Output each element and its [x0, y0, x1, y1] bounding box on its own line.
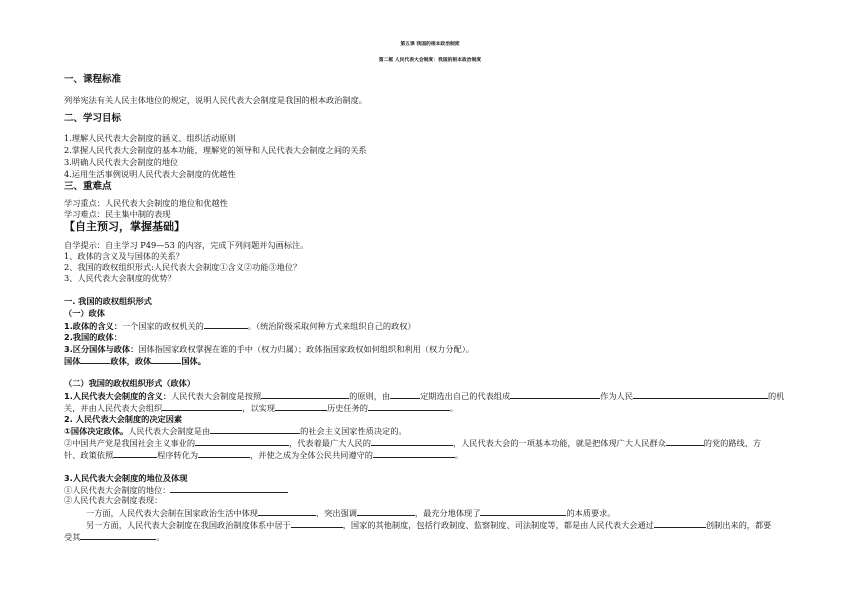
fill-blank[interactable]	[80, 531, 156, 540]
part3-line4: 另一方面，人民代表大会制度在我国政治制度体系中居于 ，国家的其他制度，包括行政制度、监察制度、司法制度等，都是由人民代表大会通过 创制出来的，都要	[86, 520, 772, 530]
key-point-focus: 学习重点：人民代表大会制度的地位和优越性	[64, 198, 228, 208]
fill-blank[interactable]	[113, 449, 157, 458]
fill-blank[interactable]	[633, 390, 768, 399]
part3-line3: 一方面，人民代表大会制在国家政治生活中体现 ，突出强调 ，最充分地体现了 的本质要求。	[86, 508, 616, 518]
self-study-tip: 自学提示：自主学习 P49—53 的内容，完成下列问题并勾画标注。	[64, 240, 309, 250]
fill-blank[interactable]	[373, 449, 455, 458]
part2-line1: 1.人民代表大会制度的含义：人民代表大会制度是按照 的原则，由 定期选出自己的代表组成 作为人民 的机	[64, 391, 785, 401]
heading-curriculum-standard: 一、课程标准	[64, 74, 122, 85]
part1-line1: 1.政体的含义：一个国家的政权机关的 。（统治阶级采取何种方式来组织自己的政权）	[64, 321, 416, 331]
fill-blank[interactable]	[510, 390, 600, 399]
part1-heading: 一. 我国的政权组织形式	[64, 296, 152, 306]
part3-line5: 受其 。	[64, 532, 165, 542]
self-study-q1: 1、政体的含义及与国体的关系？	[64, 251, 184, 261]
heading-learning-goals: 二、学习目标	[64, 113, 122, 124]
fill-blank[interactable]	[654, 519, 706, 528]
fill-blank[interactable]	[195, 437, 289, 446]
key-point-difficulty: 学习难点：民主集中制的表现	[64, 209, 171, 219]
self-study-q3: 3、人民代表大会制度的优势？	[64, 273, 176, 283]
fill-blank[interactable]	[198, 449, 250, 458]
part2-line3: 2. 人民代表大会制度的决定因素	[64, 414, 183, 424]
part3-line1: ①人民代表大会制度的地位：	[64, 484, 288, 496]
fill-blank[interactable]	[275, 402, 327, 411]
part1-line2: 2.我国的政体：	[64, 332, 122, 342]
learning-goal-1: 1.理解人民代表大会制度的涵义、组织活动原则	[64, 133, 236, 143]
lesson-title: 第五课 我国的根本政治制度	[400, 42, 460, 47]
fill-blank[interactable]	[390, 390, 420, 399]
learning-goal-3: 3.明确人民代表大会制度的地位	[64, 157, 179, 167]
part2-line2: 关，并由人民代表大会组织 ，以实现 历史任务的 。	[64, 403, 459, 413]
fill-blank[interactable]	[480, 507, 566, 516]
heading-self-study: 【自主预习，掌握基础】	[64, 220, 185, 233]
fill-blank[interactable]	[371, 437, 453, 446]
learning-goal-4: 4.运用生活事例说明人民代表大会制度的优越性	[64, 169, 236, 179]
part2-line4: ①国体决定政体。人民代表大会制度是由 的社会主义国家性质决定的。	[64, 426, 407, 436]
part1-subheading: （一）政体	[64, 308, 105, 318]
fill-blank[interactable]	[261, 390, 349, 399]
part1-line3: 3.区分国体与政体：国体指国家政权掌握在谁的手中（权力归属）；政体指国家政权如何组织和利用（权力分配）。	[64, 344, 474, 354]
fill-blank[interactable]	[162, 402, 242, 411]
curriculum-standard-text: 列举宪法有关人民主体地位的规定，说明人民代表大会制度是我国的根本政治制度。	[64, 95, 367, 105]
section-title: 第二框 人民代表大会制度：我国的根本政治制度	[378, 58, 482, 63]
fill-blank[interactable]	[80, 355, 110, 364]
part1-line4: 国体 政体，政体 国体。	[64, 356, 206, 366]
fill-blank[interactable]	[368, 402, 450, 411]
fill-blank[interactable]	[357, 507, 415, 516]
fill-blank[interactable]	[170, 484, 288, 493]
part2-line5: ②中国共产党是我国社会主义事业的 ，代表着最广大人民的 ，人民代表大会的一项基本功能，就是把体现广大人民群众 的党的路线、方	[64, 438, 762, 448]
fill-blank[interactable]	[204, 320, 248, 329]
fill-blank[interactable]	[258, 507, 316, 516]
self-study-q2: 2、我国的政权组织形式:人民代表大会制度①含义②功能③地位？	[64, 262, 302, 272]
fill-blank[interactable]	[666, 437, 704, 446]
fill-blank[interactable]	[210, 425, 300, 434]
fill-blank[interactable]	[151, 355, 181, 364]
part2-line6: 针、政策依照 程序转化为 ，并使之成为全体公民共同遵守的 。	[64, 450, 464, 460]
part2-heading: （二）我国的政权组织形式（政体）	[64, 378, 196, 388]
learning-goal-2: 2.掌握人民代表大会制度的基本功能，理解党的领导和人民代表大会制度之间的关系	[64, 145, 367, 155]
part3-line2: ②人民代表大会制度表现：	[64, 495, 163, 505]
fill-blank[interactable]	[291, 519, 343, 528]
part3-heading: 3.人民代表大会制度的地位及体现	[64, 473, 188, 483]
heading-key-points: 三、重难点	[64, 181, 112, 192]
